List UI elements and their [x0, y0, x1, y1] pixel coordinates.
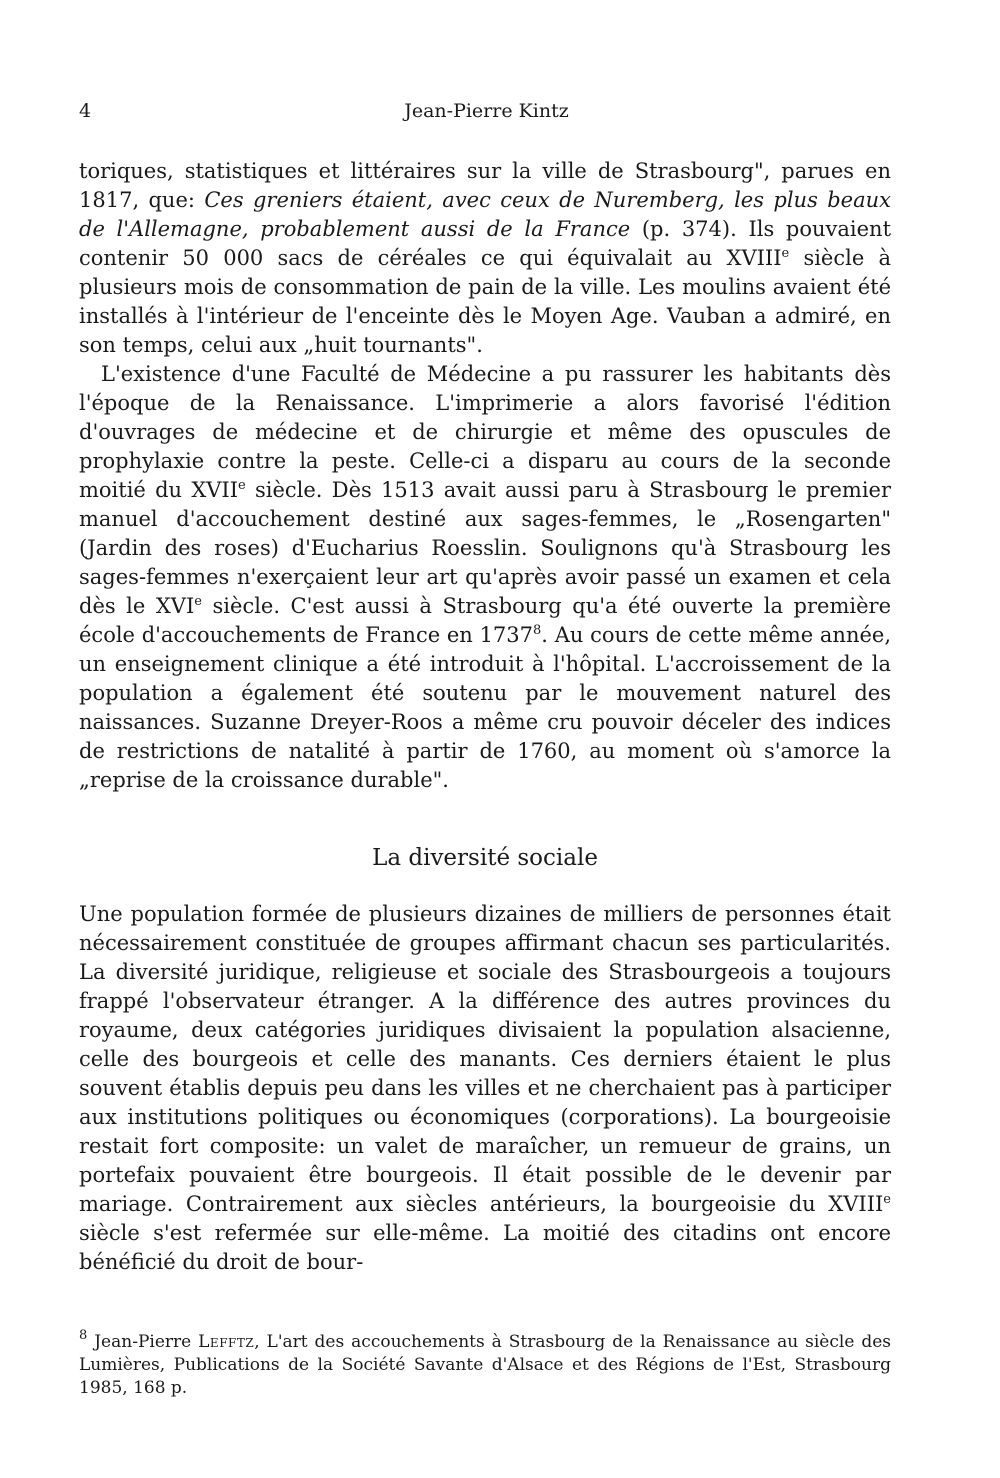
paragraph-continuation [79, 157, 891, 360]
footnote-citation: , L'art des accouchements à Strasbourg de la Renaissance au siècle des Lumières, Publications de la Société Savante d'Alsace et des Régions de l'Est, Strasbourg 1985, 168 p. [79, 1332, 891, 1398]
footnote-reference[interactable]: 8 [533, 623, 542, 638]
paragraph-text: Une population formée de plusieurs dizaines de milliers de personnes était nécessairement constituée de groupes affirmant chacun ses particularités. La diversité juridique, religieuse et sociale des Strasbourgeois a toujours frappé l'observateur étranger. A la différence des autres provinces du royaume, deux catégories juridiques divisaient la population alsacienne, celle des bourgeois et celle des manants. Ces derniers étaient le plus souvent établis depuis peu dans les villes et ne cherchaient pas à participer aux institutions politiques ou économiques (corporations). La bourgeoisie restait fort composite: un valet de maraîcher, un remueur de grains, un portefaix pouvaient être bourgeois. Il était possible de le devenir par mariage. Contrairement aux siècles antérieurs, la bourgeoisie du XVIII [79, 902, 891, 1216]
body-text-section [79, 900, 891, 1277]
paragraph-text: siècle s'est refermée sur elle-même. La moitié des citadins ont encore bénéficié du droit de bour- [79, 1221, 891, 1274]
century-superscript: e [781, 246, 790, 261]
section-heading: La diversité sociale [372, 845, 598, 871]
century-superscript: e [238, 478, 246, 493]
body-text-top [79, 157, 891, 795]
paragraph-text: (p. 374). Ils pouvaient contenir 50 000 sacs de céréales ce qui équivalait au XVIII [79, 217, 892, 270]
paragraph-text: siècle. C'est aussi à Strasbourg qu'a été ouverte la première école d'accouchements de France en 1737 [79, 594, 891, 647]
footnote-text [79, 1328, 891, 1400]
century-superscript: e [883, 1192, 891, 1207]
footnote-author-last: Lefftz [198, 1332, 255, 1352]
running-header [79, 100, 894, 130]
footnote-number: 8 [79, 1328, 88, 1343]
paragraph-text: toriques, statistiques et littéraires sur la ville de Strasbourg", parues en 1817, que: [79, 159, 891, 212]
footnote-author-first: Jean-Pierre [94, 1332, 199, 1352]
footnote [79, 1328, 891, 1400]
paragraph-text: L'existence d'une Faculté de Médecine a pu rassurer les habitants dès l'époque de la Renaissance. L'imprimerie a alors favorisé l'édition d'ouvrages de médecine et de chirurgie et même des opuscules de prophylaxie contre la peste. Celle-ci a disparu au cours de la seconde moitié du XVII [79, 362, 891, 502]
page-number: 4 [79, 100, 92, 122]
running-title: Jean-Pierre Kintz [404, 100, 569, 122]
century-superscript: e [194, 594, 202, 609]
paragraph-medicine [79, 360, 891, 795]
paragraph-text: siècle. Dès 1513 avait aussi paru à Strasbourg le premier manuel d'accouchement destiné aux sages-femmes, le „Rosengarten" (Jardin des roses) d'Eucharius Roesslin. Soulignons qu'à Strasbourg les sages-femmes n'exerçaient leur art qu'après avoir passé un examen et cela dès le XVI [79, 478, 891, 618]
italic-quote: Ces greniers étaient, avec ceux de Nuremberg, les plus beaux de l'Allemagne, probablement aussi de la France [79, 188, 891, 241]
paragraph-text: siècle à plusieurs mois de consommation de pain de la ville. Les moulins avaient été installés à l'intérieur de l'enceinte dès le Moyen Age. Vauban a admiré, en son temps, celui aux „huit tournants". [79, 246, 891, 357]
paragraph-text: . Au cours de cette même année, un enseignement clinique a été introduit à l'hôpital. L'accroissement de la population a également été soutenu par le mouvement naturel des naissances. Suzanne Dreyer-Roos a même cru pouvoir déceler des indices de restrictions de natalité à partir de 1760, au moment où s'amorce la „reprise de la croissance durable". [79, 623, 891, 792]
paragraph-social-diversity [79, 900, 891, 1277]
